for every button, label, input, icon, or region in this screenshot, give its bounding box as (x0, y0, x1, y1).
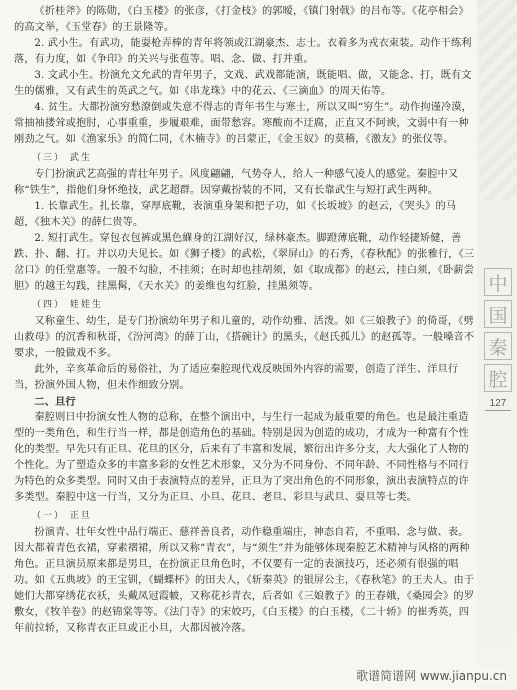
paragraph: 2. 武小生。有武功，能耍枪弄棒的青年将领或江湖豪杰、志士。衣着多为戎衣束装。动作干练利落，有力度，如《争印》的关兴与张苞等。唱、念、做、打并重。 (14, 38, 472, 65)
paragraph: 扮演青、壮年女性中品行端正、慈祥善良者，动作稳重端庄，神态自若，不重唱、念与做、表。因大都着青色衣裙，穿素褶裙，所以又称“青衣”，与“须生”并为能够体现秦腔艺术精神与风格的两种角色。正旦演员原来都是男旦，在扮演正旦角色时，不仅要有一定的表演技巧，还必须有很强的唱功。如《五典坡》的王宝钏，《蝴蝶杯》的田夫人，《斩秦英》的银屏公主，《春秋笔》的王夫人。由于她们大都穿绣花衣袄，头戴凤冠霞帔，又称花衫青衣，后者如《三娘教子》的王春娥，《桑园会》的罗敷女，《牧羊卷》的赵锦棠等等。《法门寺》的宋姣巧，《白玉楼》的白玉楼，《二十轿》的崔秀英，四年前拉轿，又称青衣正旦或正小旦，大都因被冷落。 (14, 527, 475, 634)
paragraph: 《折桂斧》的陈勋，《白玉楼》的张彦，《打金枝》的郭暧，《镇门射戟》的吕布等。《花亭相会》的高文举，《玉堂春》的王景隆等。 (14, 6, 469, 33)
paragraph: 1. 长靠武生。扎长靠，穿厚底靴，表演重身架和把子功，如《长坂坡》的赵云，《哭头》的马超，《独木关》的薛仁贵等。 (14, 201, 457, 228)
title-char: 腔 (484, 364, 512, 392)
watermark: 歌谱简谱网 www.jianpu.cn (356, 669, 507, 683)
vertical-book-title (483, 268, 513, 396)
title-char: 国 (484, 300, 512, 328)
sub-heading: （一） 正旦 (32, 511, 92, 521)
paragraph: 2. 短打武生。穿包衣包裤或黑色緥身的江湖好汉，绿林豪杰。脚蹬薄底靴，动作轻捷矫健，善跌、扑、翻、打。并以功夫见长。如《狮子楼》的武松，《翠屏山》的石秀，《春秋配》的张雅行，《三岔口》的任堂惠等。一般不勾脸，不挂须；在时却也挂胡须，如《取成都》的赵云，挂白须，《卧薪尝胆》的越王勾践，挂黑髯，《天水关》的姜维也勾红脸，挂黑须等。 (14, 233, 475, 292)
decorative-pattern (479, 0, 517, 200)
page-number: 127 (485, 398, 511, 411)
section-heading: 二、旦行 (34, 396, 76, 408)
title-char: 秦 (484, 332, 512, 360)
paragraph: 专门扮演武艺高强的青壮年男子。风度翩翩，气势夺人，给人一种感气凌人的感觉。秦腔中又称“铁生”，指他们身怀绝技，武艺超群。因穿戴扮装的不同，又有长靠武生与短打武生两种。 (14, 169, 459, 196)
paragraph: 4. 贫生。大都扮演穷愁潦倒或失意不得志的青年书生与寒士，所以又叫“穷生”。动作拘谨冷漠，常抽袖搂耸或抱肘，心事重重，步履艰难，面带愁容。寒酸而不迂腐，正直又不阿谀，文弱中有一种刚劲之气。如《渔家乐》的简仁同，《木楠寺》的吕蒙正，《金玉奴》的莫稽，《激友》的张仪等。 (14, 102, 473, 145)
title-char: 中 (484, 268, 512, 296)
paragraph: 秦腔则日中扮演女性人物的总称，在整个演出中，与生行一起成为最重要的角色。也是最注重造型的一类角色，和生行当一样，都是创造角色的基础。特别是因为创造的成功，才成为一种富有个性化的类型。早先只有正旦、花旦的区分，后来有了丰富和发展，繁衍出许多分支，大大强化了人物的个性化。为了塑造众多的丰富多彩的女性艺术形象，又分为不同身份、不同年龄、不同性格与不同行为特色的众多类型。同时又由于表演特点的差异，正旦为了突出角色的不同形象，演出表演特点的许多类型。秦腔中这一行当，又分为正旦、小旦、花旦、老旦、彩旦与武旦、耍旦等七类。 (14, 412, 469, 503)
sub-heading: （三） 武生 (32, 153, 92, 163)
sub-heading: （四） 娃娃生 (32, 300, 103, 310)
paragraph: 此外，辛亥革命后的易俗社，为了适应秦腔现代戏反映国外内容的需要，创造了洋生、洋旦行当，扮演外国人物，但未作细致分别。 (14, 364, 459, 391)
body-text-column (14, 4, 476, 637)
paragraph: 3. 文武小生。扮演允文允武的青年男子，文戏、武戏都能演，既能唱、做，又能念、打，既有文生的儒雅，又有武生的英武之气。如《串龙珠》中的花云、《三滴血》的周天佑等。 (14, 70, 472, 97)
paragraph: 又称童生、幼生，是专门扮演幼年男子和儿童的，动作幼雅、活泼。如《三娘教子》的倚哥，《劈山救母》的沉香和秋哥，《汾河湾》的薛丁山，《搭碗计》的黑头，《赵氏孤儿》的赵孤等。一般嗓音不要求，一般做戏不多。 (14, 316, 475, 359)
